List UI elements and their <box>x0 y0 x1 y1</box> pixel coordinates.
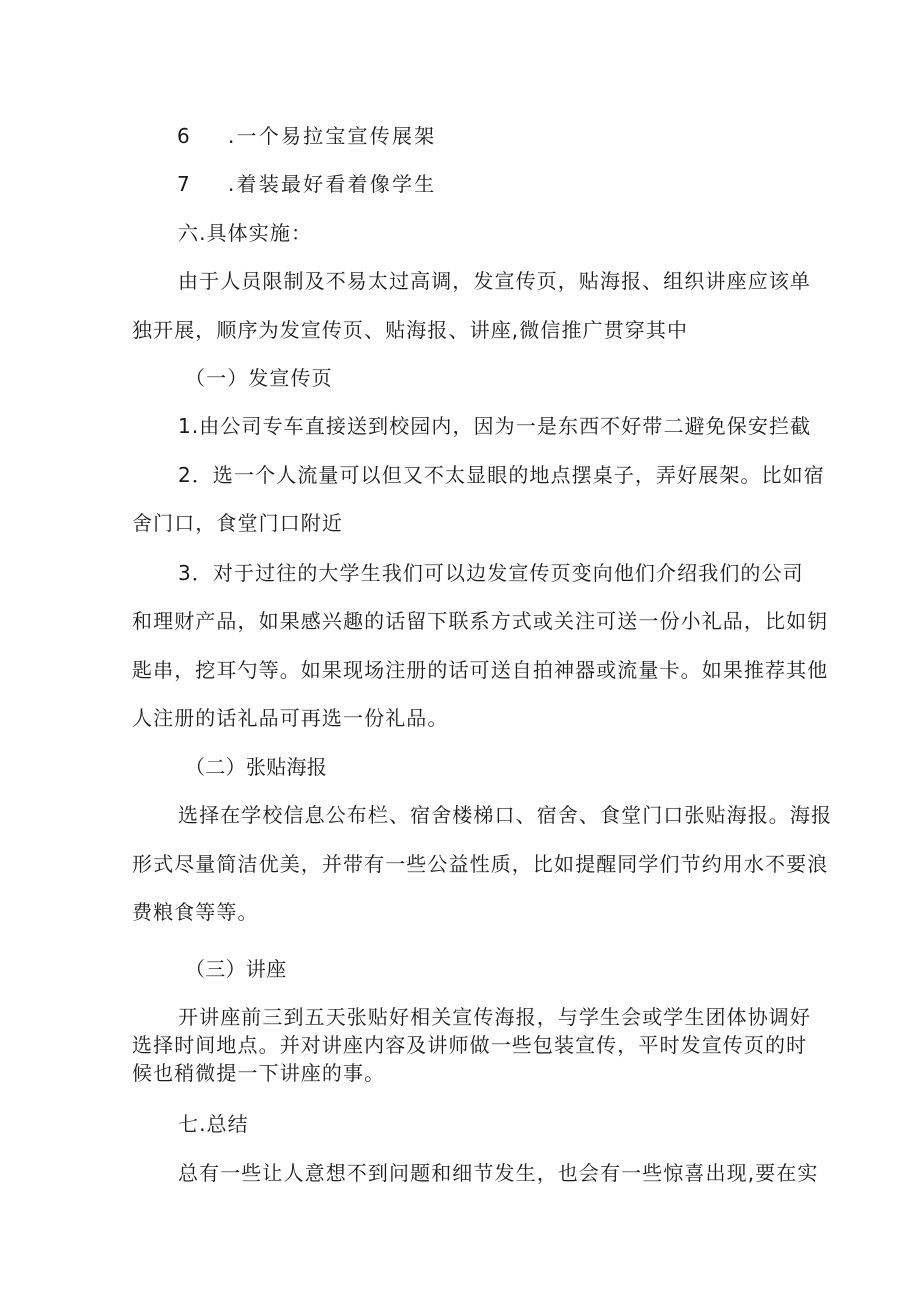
subsection-heading: （三）讲座 <box>185 957 287 981</box>
paragraph-line: 独开展，顺序为发宣传页、贴海报、讲座,微信推广贯穿其中 <box>132 318 689 342</box>
paragraph-line: 开讲座前三到五天张贴好相关宣传海报，与学生会或学生团体协调好 <box>178 1005 811 1029</box>
list-item-text: .着装最好看着像学生 <box>228 172 437 196</box>
paragraph-line: 和理财产品，如果感兴趣的话留下联系方式或关注可送一份小礼品，比如钥 <box>132 609 829 633</box>
list-item-number: 6 <box>177 124 190 148</box>
section-heading: 六.具体实施： <box>178 221 313 245</box>
paragraph-line: 费粮食等等。 <box>132 900 259 924</box>
paragraph-line: 1.由公司专车直接送到校园内，因为一是东西不好带二避免保安拦截 <box>178 414 812 438</box>
paragraph-line: 由于人员限制及不易太过高调，发宣传页，贴海报、组织讲座应该单 <box>178 269 811 293</box>
paragraph-line: 总有一些让人意想不到问题和细节发生，也会有一些惊喜出现,要在实 <box>178 1161 819 1185</box>
paragraph-line: 选择时间地点。并对讲座内容及讲师做一些包装宣传，平时发宣传页的时 <box>132 1033 808 1057</box>
paragraph-line: 舍门口，食堂门口附近 <box>132 511 343 535</box>
paragraph-line: 匙串，挖耳勺等。如果现场注册的话可送自拍神器或流量卡。如果推荐其他 <box>132 658 829 682</box>
list-item-text: .一个易拉宝宣传展架 <box>228 124 437 148</box>
subsection-heading: （一）发宣传页 <box>185 366 333 390</box>
paragraph-line: 选择在学校信息公布栏、宿舍楼梯口、宿舍、食堂门口张贴海报。海报 <box>178 803 833 827</box>
subsection-heading: （二）张贴海报 <box>185 755 328 779</box>
paragraph-line: 3．对于过往的大学生我们可以边发宣传页变向他们介绍我们的公司 <box>178 561 804 585</box>
paragraph-line: 形式尽量简洁优美，并带有一些公益性质，比如提醒同学们节约用水不要浪 <box>132 852 829 876</box>
paragraph-line: 候也稍微提一下讲座的事。 <box>132 1061 386 1085</box>
paragraph-line: 2．选一个人流量可以但又不太显眼的地点摆桌子，弄好展架。比如宿 <box>178 463 825 487</box>
section-heading: 七.总结 <box>178 1112 249 1136</box>
list-item-number: 7 <box>177 172 190 196</box>
paragraph-line: 人注册的话礼品可再选一份礼品。 <box>132 706 449 730</box>
